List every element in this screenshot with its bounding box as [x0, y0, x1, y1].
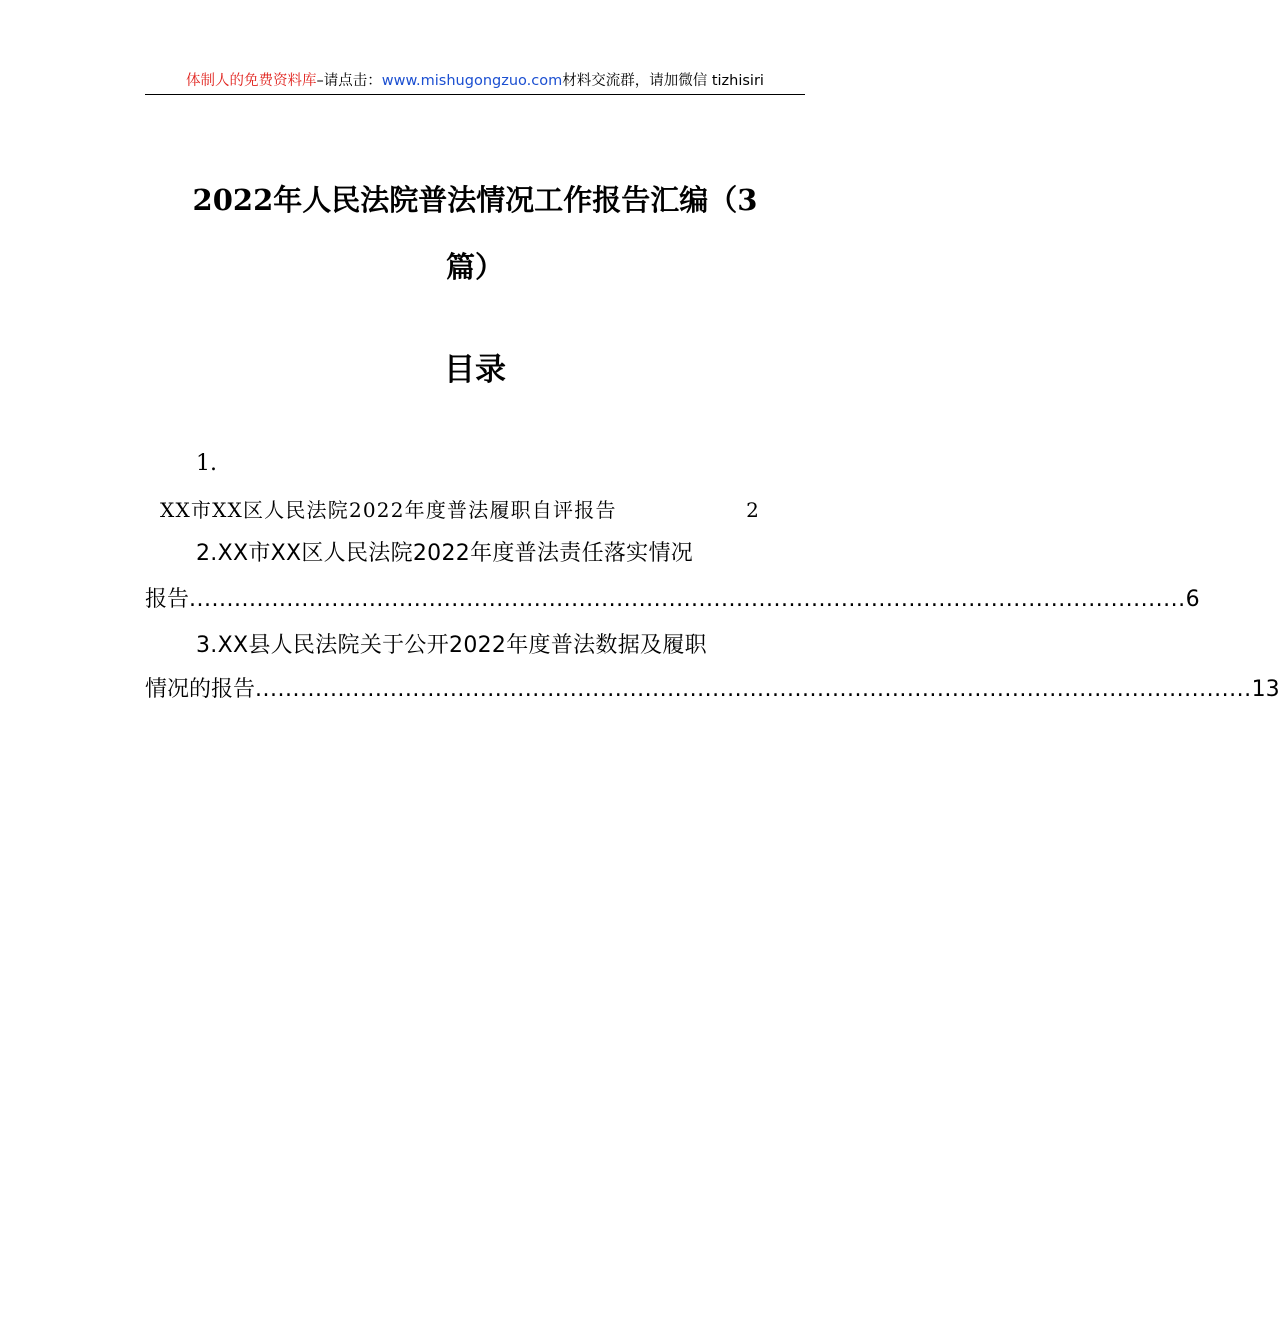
- document-title-line-2: 篇）: [445, 250, 504, 284]
- toc-item-1-text: XX市XX区人民法院2022年度普法履职自评报告: [160, 498, 617, 522]
- toc-heading: 目录: [444, 352, 506, 388]
- toc-item-2-line-1[interactable]: 2.XX市XX区人民法院2022年度普法责任落实情况: [196, 541, 694, 566]
- toc-item-2-page: 6: [1185, 587, 1200, 612]
- toc-item-1[interactable]: [160, 494, 760, 526]
- toc-leader-dots: .....................................................................................................................................: [255, 677, 1252, 702]
- header-url-link[interactable]: www.mishugongzuo.com: [381, 73, 563, 89]
- toc-leader-dots: .....................................................................................................................................: [189, 587, 1186, 612]
- toc-item-3-page: 13: [1251, 677, 1280, 702]
- toc-item-2-text: 报告: [145, 587, 190, 612]
- document-title-line-1: 2022年人民法院普法情况工作报告汇编（3: [192, 183, 758, 217]
- toc-item-1-number[interactable]: 1.: [196, 451, 217, 476]
- toc-item-3-text: 情况的报告: [145, 677, 256, 702]
- toc-item-3-line-1[interactable]: 3.XX县人民法院关于公开2022年度普法数据及履职: [196, 633, 707, 658]
- header-contact-text: 材料交流群，请加微信 tizhisiri: [562, 73, 764, 89]
- toc-item-3-line-2[interactable]: [145, 674, 1280, 706]
- toc-item-2-line-2[interactable]: [145, 584, 1200, 616]
- page-header: [145, 68, 805, 95]
- header-prompt-text: –请点击：: [316, 73, 382, 89]
- toc-item-1-page: 2: [746, 498, 760, 522]
- header-brand-text: 体制人的免费资料库: [186, 73, 317, 89]
